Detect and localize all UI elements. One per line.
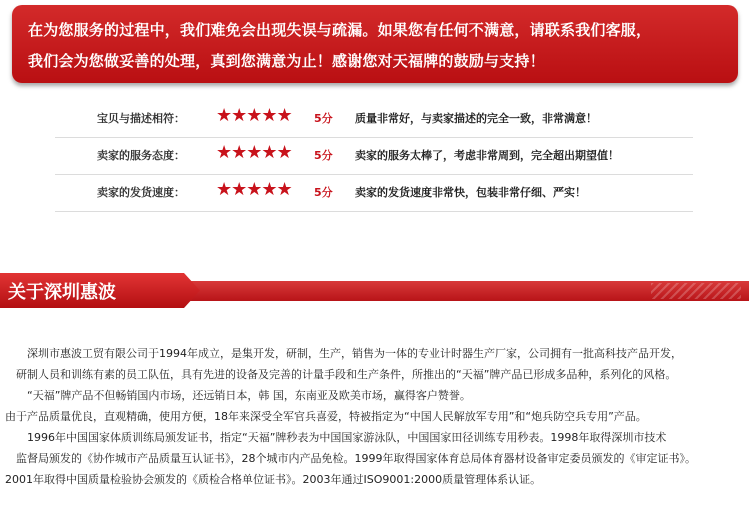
about-paragraph: 2001年取得中国质量检验协会颁发的《质检合格单位证书》。2003年通过ISO9001:2000质量管理体系认证。	[5, 473, 542, 486]
rating-score: 5分	[314, 149, 333, 162]
about-paragraph: 深圳市惠波工贸有限公司于1994年成立，是集开发，研制，生产，销售为一体的专业计时器生产厂家，公司拥有一批高科技产品开发，	[5, 347, 682, 360]
rating-row	[55, 101, 693, 138]
star-rating-icon: ★★★★★	[216, 142, 292, 163]
section-title: 关于深圳惠波	[8, 282, 116, 303]
about-paragraph: 监督局颁发的《协作城市产品质量互认证书》，28个城市内产品免检。1999年取得国家体育总局体育器材设备审定委员颁发的《审定证书》。	[5, 452, 696, 465]
rating-comment: 卖家的发货速度非常快，包装非常仔细、严实！	[355, 186, 586, 199]
rating-score: 5分	[314, 186, 333, 199]
rating-row	[55, 138, 693, 175]
notice-banner	[12, 5, 738, 83]
rating-table	[55, 101, 693, 212]
rating-score: 5分	[314, 112, 333, 125]
about-section-header	[0, 273, 749, 308]
rating-row	[55, 175, 693, 212]
rating-comment: 卖家的服务太棒了，考虑非常周到，完全超出期望值！	[355, 149, 619, 162]
rating-comment: 质量非常好，与卖家描述的完全一致，非常满意！	[355, 112, 597, 125]
about-paragraph: 1996年中国国家体质训练局颁发证书，指定“天福”牌秒表为中国国家游泳队，中国国家田径训练专用秒表。1998年取得深圳市技术	[5, 431, 667, 444]
star-rating-icon: ★★★★★	[216, 105, 292, 126]
rating-label: 宝贝与描述相符：	[97, 112, 185, 125]
about-paragraph: “天福”牌产品不但畅销国内市场，还远销日本，韩 国，东南亚及欧美市场，赢得客户赞誉。	[5, 389, 471, 402]
chevron-pattern-icon	[651, 283, 741, 299]
rating-label: 卖家的服务态度：	[97, 149, 185, 162]
about-text	[5, 343, 745, 490]
notice-line-1: 在为您服务的过程中，我们难免会出现失误与疏漏。如果您有任何不满意，请联系我们客服，	[28, 21, 652, 39]
star-rating-icon: ★★★★★	[216, 179, 292, 200]
about-paragraph: 由于产品质量优良，直观精确，使用方便，18年来深受全军官兵喜爱，特被指定为“中国人民解放军专用”和“炮兵防空兵专用”产品。	[5, 410, 647, 423]
rating-label: 卖家的发货速度：	[97, 186, 185, 199]
notice-line-2: 我们会为您做妥善的处理，真到您满意为止！感谢您对天福牌的鼓励与支持！	[28, 52, 545, 70]
about-paragraph: 研制人员和训练有素的员工队伍，具有先进的设备及完善的计量手段和生产条件，所推出的“天福”牌产品已形成多品种，系列化的风格。	[5, 368, 677, 381]
